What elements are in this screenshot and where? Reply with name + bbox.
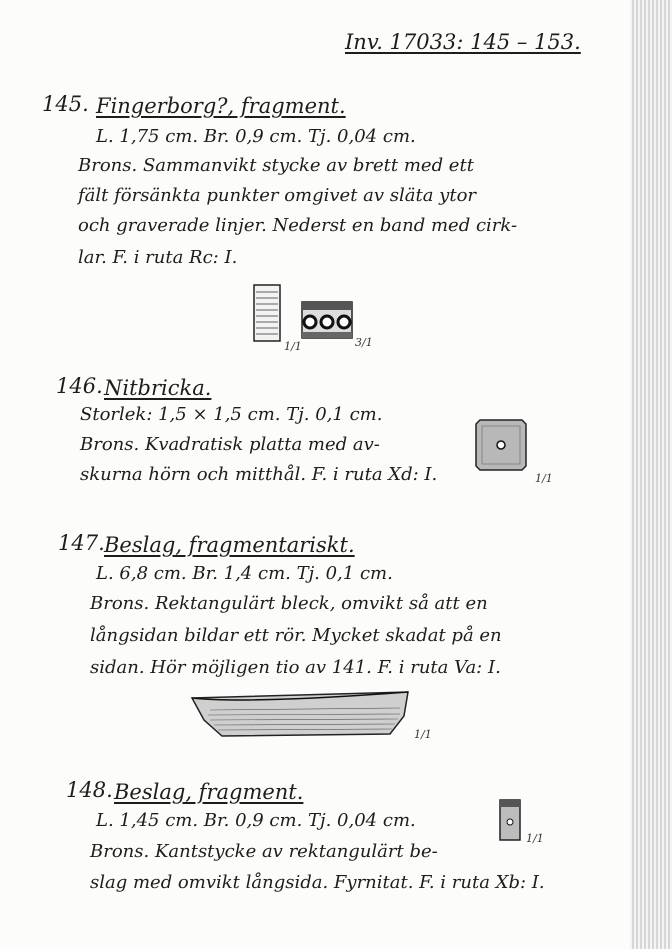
entry-line: L. 1,75 cm. Br. 0,9 cm. Tj. 0,04 cm.	[96, 126, 416, 147]
entry-line: Brons. Rektangulärt bleck, omvikt så att en	[90, 593, 488, 614]
thimble-fragment-sketch	[250, 282, 370, 352]
scale-label: 1/1	[535, 472, 553, 485]
entry-number: 145.	[42, 92, 89, 116]
scale-label: 3/1	[355, 336, 373, 349]
rivet-plate-sketch	[474, 418, 534, 478]
entry-line: L. 1,45 cm. Br. 0,9 cm. Tj. 0,04 cm.	[96, 810, 416, 831]
entry-title: Fingerborg?, fragment.	[96, 94, 346, 118]
entry-line: fält försänkta punkter omgivet av släta ytor	[78, 185, 477, 206]
scale-label: 1/1	[414, 728, 432, 741]
mount-fragment-sketch	[190, 690, 412, 742]
entry-line: Brons. Kvadratisk platta med av-	[80, 434, 380, 455]
entry-title: Beslag, fragmentariskt.	[104, 533, 355, 557]
page-stack-edge	[630, 0, 672, 949]
entry-line: långsidan bildar ett rör. Mycket skadat på en	[90, 625, 502, 646]
entry-line: slag med omvikt långsida. Fyrnitat. F. i ruta Xb: I.	[90, 872, 545, 893]
entry-number: 148.	[66, 778, 113, 802]
entry-number: 147.	[58, 531, 105, 555]
entry-line: lar. F. i ruta Rc: I.	[78, 247, 238, 268]
entry-line: Brons. Sammanvikt stycke av brett med ett	[78, 155, 474, 176]
mount-edge-sketch	[498, 798, 528, 844]
entry-line: Brons. Kantstycke av rektangulärt be-	[90, 841, 438, 862]
entry-title: Beslag, fragment.	[114, 780, 304, 804]
scale-label: 1/1	[526, 832, 544, 845]
entry-line: Storlek: 1,5 × 1,5 cm. Tj. 0,1 cm.	[80, 404, 383, 425]
entry-line: skurna hörn och mitthål. F. i ruta Xd: I.	[80, 464, 438, 485]
entry-number: 146.	[56, 374, 103, 398]
inventory-number: Inv. 17033: 145 – 153.	[345, 30, 581, 54]
entry-line: och graverade linjer. Nederst en band med cirk-	[78, 215, 518, 236]
scale-label: 1/1	[284, 340, 302, 353]
entry-title: Nitbricka.	[104, 376, 212, 400]
entry-line: sidan. Hör möjligen tio av 141. F. i ruta Va: I.	[90, 657, 501, 678]
entry-line: L. 6,8 cm. Br. 1,4 cm. Tj. 0,1 cm.	[96, 563, 393, 584]
